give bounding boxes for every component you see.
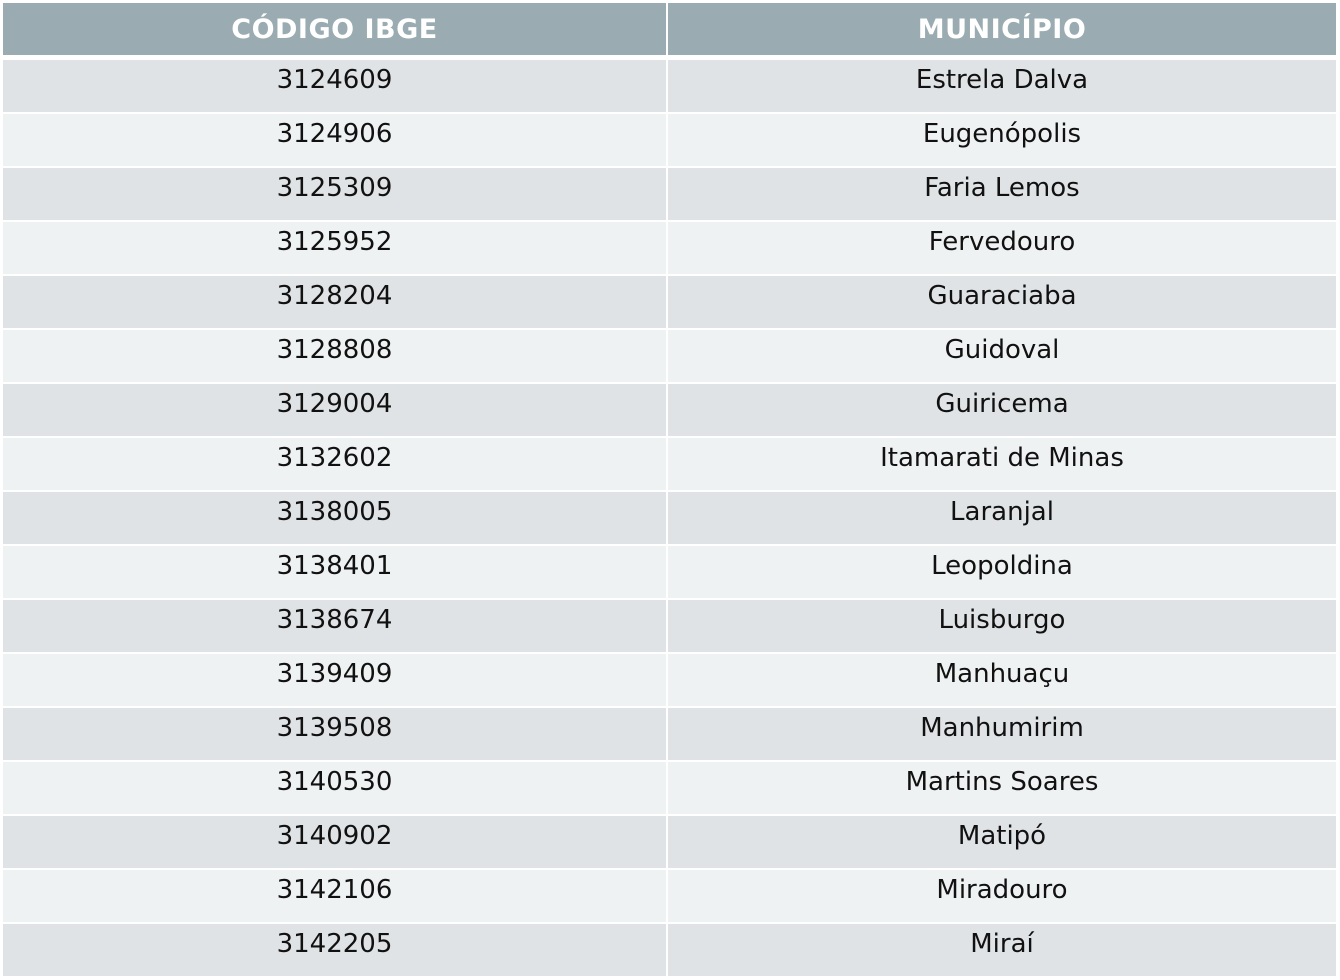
cell-codigo-ibge: 3128204 [0,276,668,330]
cell-codigo-ibge: 3124609 [0,60,668,114]
cell-codigo-ibge: 3132602 [0,438,668,492]
table-body [0,60,1340,978]
header-row [0,0,1340,60]
cell-codigo-ibge: 3125952 [0,222,668,276]
table-row [0,492,1340,546]
table-row [0,816,1340,870]
cell-municipio: Leopoldina [668,546,1340,600]
cell-codigo-ibge: 3138674 [0,600,668,654]
cell-codigo-ibge: 3142106 [0,870,668,924]
cell-municipio: Guaraciaba [668,276,1340,330]
cell-municipio: Martins Soares [668,762,1340,816]
cell-codigo-ibge: 3139409 [0,654,668,708]
cell-codigo-ibge: 3138401 [0,546,668,600]
table-row [0,654,1340,708]
cell-municipio: Matipó [668,816,1340,870]
header-codigo-ibge: CÓDIGO IBGE [0,0,668,60]
cell-municipio: Luisburgo [668,600,1340,654]
table-row [0,330,1340,384]
cell-municipio: Manhuaçu [668,654,1340,708]
cell-codigo-ibge: 3139508 [0,708,668,762]
cell-municipio: Fervedouro [668,222,1340,276]
table-row [0,384,1340,438]
cell-codigo-ibge: 3129004 [0,384,668,438]
cell-municipio: Faria Lemos [668,168,1340,222]
table-row [0,114,1340,168]
cell-codigo-ibge: 3138005 [0,492,668,546]
cell-codigo-ibge: 3128808 [0,330,668,384]
cell-municipio: Eugenópolis [668,114,1340,168]
cell-municipio: Guidoval [668,330,1340,384]
table-row [0,924,1340,978]
cell-municipio: Itamarati de Minas [668,438,1340,492]
table-row [0,168,1340,222]
table-row [0,870,1340,924]
table-row [0,222,1340,276]
cell-municipio: Miraí [668,924,1340,978]
cell-codigo-ibge: 3125309 [0,168,668,222]
cell-municipio: Manhumirim [668,708,1340,762]
cell-codigo-ibge: 3140530 [0,762,668,816]
table-row [0,708,1340,762]
table-row [0,600,1340,654]
cell-codigo-ibge: 3124906 [0,114,668,168]
cell-municipio: Laranjal [668,492,1340,546]
cell-municipio: Estrela Dalva [668,60,1340,114]
table-header [0,0,1340,60]
table-row [0,438,1340,492]
cell-codigo-ibge: 3140902 [0,816,668,870]
table-row [0,276,1340,330]
cell-codigo-ibge: 3142205 [0,924,668,978]
cell-municipio: Miradouro [668,870,1340,924]
table-row [0,762,1340,816]
table-row [0,60,1340,114]
cell-municipio: Guiricema [668,384,1340,438]
header-municipio: MUNICÍPIO [668,0,1340,60]
table-row [0,546,1340,600]
